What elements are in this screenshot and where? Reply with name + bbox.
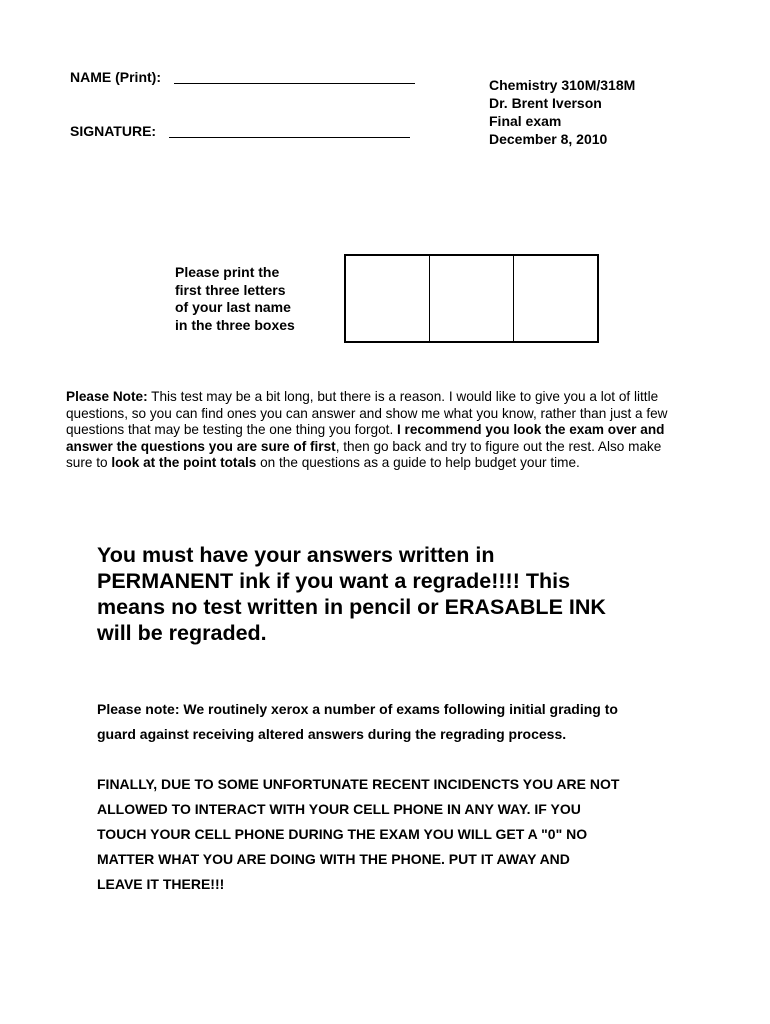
note-text-1: This test may be a bit long, but there is a reason. I would like to give you a lot of little questions, so you can find ones you can answer and show me what you know, rather than just a few questions that may be testing the one thing you forgot. <box>66 389 668 438</box>
name-label: NAME (Print): <box>70 69 161 85</box>
phone-warning-line: ALLOWED TO INTERACT WITH YOUR CELL PHONE IN ANY WAY. IF YOU <box>97 801 581 817</box>
note-lead: Please Note: <box>66 389 148 404</box>
warning-line: will be regraded. <box>97 621 267 645</box>
initials-instruction-line: Please print the <box>175 264 280 280</box>
signature-label: SIGNATURE: <box>70 123 157 139</box>
initials-instruction-line: of your last name <box>175 299 291 315</box>
warning-line: means no test written in pencil or ERASABLE INK <box>97 595 606 619</box>
course-title: Chemistry 310M/318M <box>489 77 636 93</box>
phone-warning-line: MATTER WHAT YOU ARE DOING WITH THE PHONE. PUT IT AWAY AND <box>97 851 570 867</box>
phone-warning-line: TOUCH YOUR CELL PHONE DURING THE EXAM YOU WILL GET A "0" NO <box>97 826 588 842</box>
xerox-note <box>97 697 618 747</box>
initials-boxes <box>344 254 599 343</box>
initials-instruction-line: first three letters <box>175 281 286 298</box>
phone-warning-line: FINALLY, DUE TO SOME UNFORTUNATE RECENT INCIDENCTS YOU ARE NOT <box>97 776 620 792</box>
instructor-name: Dr. Brent Iverson <box>489 95 602 111</box>
note-text-3: on the questions as a guide to help budget your time. <box>256 455 580 471</box>
warning-line: PERMANENT ink if you want a regrade!!!! This <box>97 569 571 593</box>
signature-input-line[interactable] <box>169 137 410 138</box>
xerox-note-line: guard against receiving altered answers during the regrading process. <box>97 726 567 742</box>
phone-warning-line: LEAVE IT THERE!!! <box>97 876 225 892</box>
initial-box-3[interactable] <box>514 256 597 341</box>
course-info <box>489 76 635 148</box>
note-bold-1: I recommend you look the exam over and answer the questions you are sure of first <box>66 422 665 454</box>
permanent-ink-warning <box>97 542 606 646</box>
initial-box-1[interactable] <box>346 256 430 341</box>
exam-date: December 8, 2010 <box>489 131 608 147</box>
warning-line: You must have your answers written in <box>97 543 495 567</box>
please-note-paragraph <box>66 389 684 472</box>
xerox-note-line: Please note: We routinely xerox a number of exams following initial grading to <box>97 701 618 717</box>
name-input-line[interactable] <box>174 83 415 84</box>
note-bold-2: look at the point totals <box>111 455 257 471</box>
cell-phone-warning <box>97 772 619 897</box>
note-text-2: , then go back and try to figure out the rest. Also make sure to <box>66 438 662 471</box>
exam-type: Final exam <box>489 113 562 129</box>
initials-instruction <box>175 264 295 334</box>
initials-instruction-line: in the three boxes <box>175 316 295 333</box>
initial-box-2[interactable] <box>430 256 514 341</box>
